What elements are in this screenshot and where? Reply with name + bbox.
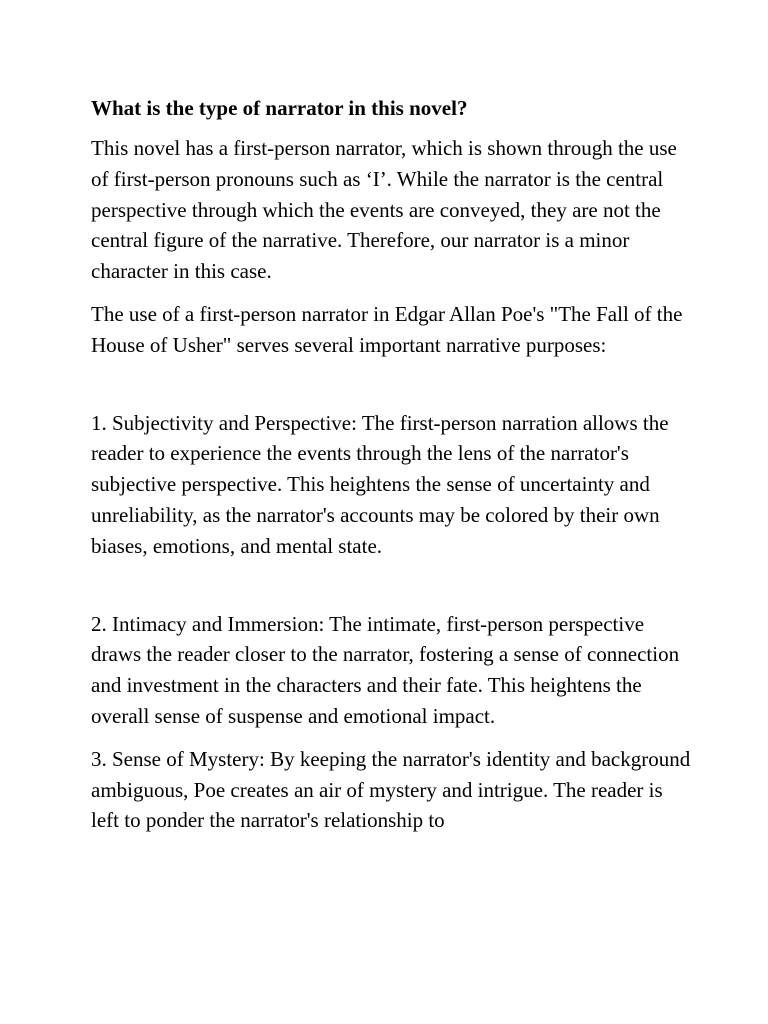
list-item-subjectivity: 1. Subjectivity and Perspective: The first-person narration allows the reader to experience the events through the lens of the narrator's subjective perspective. This heightens the sense of uncertainty and unreliability, as the narrator's accounts may be colored by their own biases, emotions, and mental state. [91, 410, 669, 558]
purpose-intro-paragraph: The use of a first-person narrator in Edgar Allan Poe's "The Fall of the House of Usher" serves several important narrative purposes: [91, 301, 683, 357]
question-heading: What is the type of narrator in this novel? [91, 96, 468, 120]
list-item-intimacy: 2. Intimacy and Immersion: The intimate, first-person perspective draws the reader closer to the narrator, fostering a sense of connection and investment in the characters and their fate. This heightens the overall sense of suspense and emotional impact. [91, 611, 680, 728]
answer-paragraph: This novel has a first-person narrator, which is shown through the use of first-person pronouns such as ‘I’. While the narrator is the central perspective through which the events are conveyed, they are not the central figure of the narrative. Therefore, our narrator is a minor character in this case. [91, 136, 677, 284]
list-item-mystery: 3. Sense of Mystery: By keeping the narrator's identity and background ambiguous, Poe creates an air of mystery and intrigue. The reader is left to ponder the narrator's relationship to [91, 746, 691, 833]
document-page [91, 93, 691, 848]
